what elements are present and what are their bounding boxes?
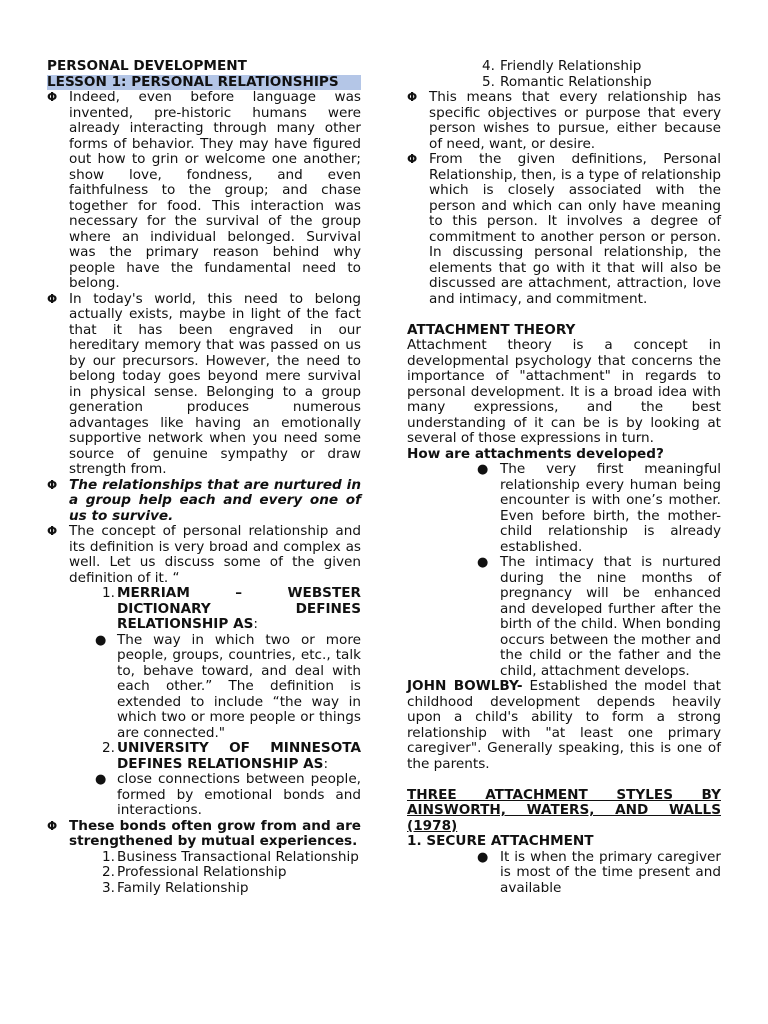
right-column (407, 59, 721, 896)
bowlby-name: JOHN BOWLBY- (407, 678, 523, 694)
list-item (47, 865, 361, 881)
definition-colon: : (323, 755, 329, 772)
paragraph-text: From the given definitions, Personal Relationship, then, is a type of relationship which is closely associated with the person and which can only have meaning to this person. It involves a degree of commitment to another person or person. In discussing personal relationship, the elements that go with it that will also be discussed are attachment, attraction, love and intimacy, and commitment. (429, 151, 721, 307)
bullet-icon: ● (477, 849, 489, 865)
paragraph-todays-world (47, 292, 361, 478)
document-title: PERSONAL DEVELOPMENT (47, 58, 247, 74)
attachment-theory-text: Attachment theory is a concept in developmental psychology that concerns the importance of "attachment" in regards to personal development. It is a broad idea with many expressions, and the best understanding of it can be is by looking at several of those expressions in turn. (407, 337, 721, 446)
phi-bullet-icon: Φ (47, 291, 58, 306)
list-item-label: Romantic Relationship (500, 73, 652, 90)
paragraph-given-definitions (407, 152, 721, 307)
phi-bullet-icon: Φ (47, 90, 58, 104)
bullet-text: The very first meaningful relationship every human being encounter is with one’s mother. Even before birth, the mother-child relationship is already established. (500, 461, 721, 555)
paragraph-text: The concept of personal relationship and its definition is very broad and complex as well. Let us discuss some of the given definition of it. “ (69, 523, 361, 586)
left-column (47, 59, 361, 896)
bullet-text: It is when the primary caregiver is most of the time present and available (500, 848, 721, 896)
phi-bullet-icon: Φ (407, 152, 418, 166)
phi-bullet-icon: Φ (47, 524, 58, 538)
definition-colon: : (253, 616, 258, 632)
list-number: 1. (102, 585, 115, 601)
list-item (407, 59, 721, 75)
spacer (407, 772, 721, 788)
paragraph-text: The relationships that are nurtured in a group help each and every one of us to survive. (69, 476, 361, 524)
list-number: 3. (102, 879, 115, 896)
definition-minnesota-text (47, 772, 361, 819)
list-item (47, 881, 361, 897)
paragraph-text: This means that every relationship has specific objectives or purpose that every person wishes to pursue, either because of need, want, or desire. (429, 89, 721, 152)
paragraph-nurtured-relationships (47, 478, 361, 525)
bullet-secure-attachment (407, 850, 721, 897)
list-item-label: Family Relationship (117, 879, 249, 896)
definition-merriam-webster (47, 586, 361, 633)
phi-bullet-icon: Φ (47, 477, 58, 492)
list-number: 2. (102, 864, 115, 880)
bullet-text: close connections between people, formed by emotional bonds and interactions. (117, 771, 361, 818)
definition-heading: UNIVERSITY OF MINNESOTA DEFINES RELATIONSHIP AS (117, 740, 361, 772)
list-number: 5. (482, 73, 495, 90)
paragraph-prehistoric (47, 90, 361, 292)
bullet-icon: ● (95, 632, 107, 648)
list-item (407, 75, 721, 91)
list-number: 4. (482, 58, 495, 74)
bowlby-paragraph (407, 679, 721, 772)
phi-bullet-icon: Φ (47, 818, 58, 833)
bullet-first-relationship (407, 462, 721, 555)
definition-minnesota (47, 741, 361, 772)
paragraph-bonds (47, 819, 361, 850)
paragraph-objectives (407, 90, 721, 152)
bullet-icon: ● (95, 772, 107, 787)
list-item-label: Friendly Relationship (500, 58, 642, 74)
definition-heading: MERRIAM – WEBSTER DICTIONARY DEFINES RELATIONSHIP AS (117, 585, 361, 632)
secure-attachment-heading: 1. SECURE ATTACHMENT (407, 833, 594, 849)
paragraph-text: In today's world, this need to belong actually exists, maybe in light of the fact that it has been engraved in our hereditary memory that was passed on us by our precursors. However, the need to belong today goes beyond mere survival in physical sense. Belonging to a group generation produces numerous advantages like having an emotionally supportive network when you need some source of genuine sympathy or draw strength from. (69, 290, 361, 477)
list-number: 1. (102, 848, 115, 865)
bullet-icon: ● (477, 462, 489, 477)
spacer (407, 307, 721, 323)
attachment-theory-heading: ATTACHMENT THEORY (407, 321, 576, 338)
paragraph-text: Indeed, even before language was invented, pre-historic humans were already interacting through many other forms of behavior. They may have figured out how to grin or welcome one another; show love, fondness, and even faithfulness to the group; and chase together for food. This interaction was necessary for the survival of the group where an individual belonged. Survival was the primary reason behind why people have the fundamental need to belong. (69, 89, 361, 291)
paragraph-concept (47, 524, 361, 586)
phi-bullet-icon: Φ (407, 90, 418, 104)
attachment-styles-heading: THREE ATTACHMENT STYLES BY AINSWORTH, WATERS, AND WALLS (1978) (407, 786, 721, 834)
bullet-intimacy (407, 555, 721, 679)
bullet-icon: ● (477, 555, 489, 570)
lesson-title: LESSON 1: PERSONAL RELATIONSHIPS (47, 75, 361, 91)
list-item-label: Business Transactional Relationship (117, 848, 359, 865)
list-item-label: Professional Relationship (117, 864, 287, 880)
list-number: 2. (102, 740, 115, 756)
bullet-text: The way in which two or more people, groups, countries, etc., talk to, behave toward, and deal with each other.” The definition is extended to include “the way in which two or more people or things are connected." (117, 631, 361, 741)
attachments-question: How are attachments developed? (407, 445, 664, 462)
list-item (47, 850, 361, 866)
definition-merriam-text (47, 633, 361, 742)
bowlby-text: Established the model that childhood development depends heavily upon a child's ability to form a strong relationship with "at least one primary caregiver". Generally speaking, this is one of the parents. (407, 678, 722, 772)
paragraph-text: These bonds often grow from and are strengthened by mutual experiences. (69, 817, 361, 849)
bullet-text: The intimacy that is nurtured during the nine months of pregnancy will be enhanced and developed further after the birth of the child. When bonding occurs between the mother and the child or the father and the child, attachment develops. (500, 554, 721, 679)
